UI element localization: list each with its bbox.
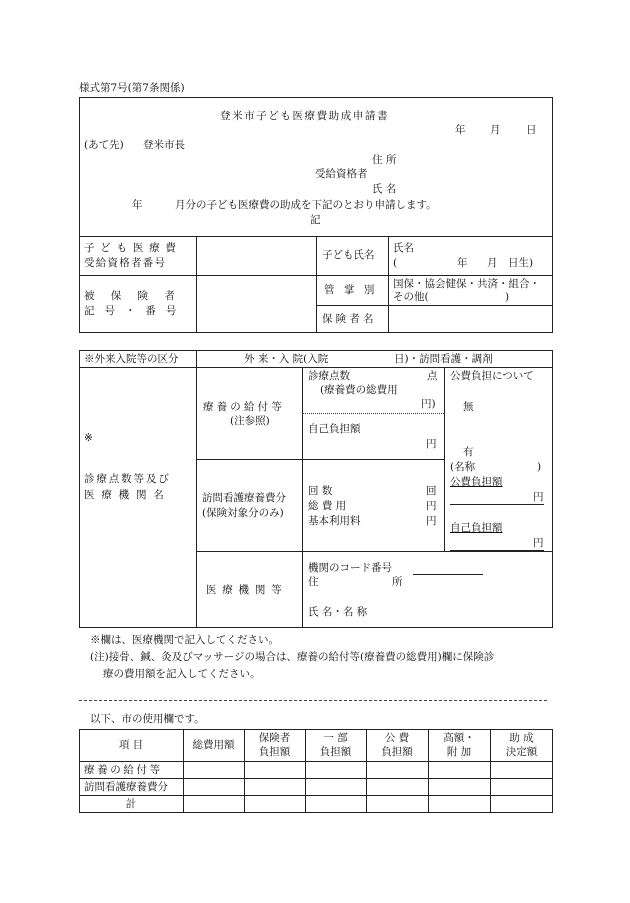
col-item: 項 目 (118, 739, 144, 751)
inst-address-label: 住 (308, 576, 319, 588)
public-name-open: (名称 (450, 461, 476, 473)
coverage-other-close: ) (505, 291, 510, 303)
visit-total-label: 総 費 用 (308, 500, 347, 512)
addressee: 登米市長 (143, 139, 185, 151)
grid-line (196, 459, 444, 460)
dotted-separator (302, 413, 444, 414)
insurer-name-label: 保険者名 (322, 313, 377, 325)
public-self-label: 自己負担額 (450, 522, 503, 534)
public-self-unit: 円 (533, 537, 544, 549)
coverage-options: 国保・協会健保・共済・組合・ (393, 278, 540, 290)
col-grant-2: 決定額 (505, 746, 538, 758)
left-label-1: 診療点数等及び (84, 473, 171, 485)
birth-month: 月 (487, 257, 498, 269)
recipient-no-label-2: 受給資格者番号 (84, 257, 167, 269)
inst-code-label: 機関のコード番号 (308, 562, 392, 574)
grid-line (316, 236, 317, 333)
addressee-prefix: (あて先) (84, 139, 124, 151)
grid-line (444, 367, 445, 551)
inst-code-line (413, 574, 483, 575)
col-public-1: 公 費 (384, 732, 410, 744)
inst-address-label2: 所 (392, 576, 403, 588)
points-label: 診療点数 (308, 370, 350, 382)
visit-count-label: 回 数 (308, 485, 333, 497)
date-month: 月 (490, 124, 501, 136)
row-total: 計 (125, 798, 137, 810)
public-none: 無 (463, 401, 474, 413)
date-year: 年 (455, 124, 466, 136)
ki-label: 記 (310, 214, 321, 226)
col-high-1: 高額・ (443, 732, 475, 744)
child-name-small: 氏名 (393, 242, 414, 254)
category-value: 外 来・入 院(入院 (244, 353, 329, 365)
grid-line (196, 236, 197, 333)
birth-open: ( (393, 257, 398, 269)
public-amount-label: 公費負担額 (450, 476, 503, 488)
visit-label-2: (保険対象分のみ) (202, 507, 284, 519)
form-title: 登米市子ども医療費助成申請書 (220, 110, 390, 122)
care-label: 療養の給付等 (203, 401, 285, 413)
public-name-close: ) (537, 461, 542, 473)
total-cost-unit: 円) (421, 398, 436, 410)
grid-line (79, 367, 553, 368)
address-label: 住 所 (372, 154, 397, 166)
basic-fee-label: 基本利用料 (308, 515, 361, 527)
left-label-2: 医療機関名 (84, 489, 171, 501)
row-care: 療養の給付等 (84, 764, 163, 776)
col-insurer-1: 保険者 (258, 732, 291, 744)
insured-label-2: 記号・番号 (84, 305, 187, 317)
coverage-other: その他( (393, 291, 429, 303)
grid-line (196, 551, 553, 552)
coverage-label: 管掌別 (324, 284, 384, 296)
col-partial-2: 負担額 (319, 746, 352, 758)
grid-line (196, 350, 197, 628)
category-days: 日)・訪問看護・調剤 (394, 353, 493, 365)
grid-line (316, 305, 553, 306)
name-label: 氏 名 (372, 183, 397, 195)
birth-day: 日生) (508, 257, 534, 269)
visit-label-1: 訪問看護療養費分 (202, 492, 286, 504)
grid-line (79, 778, 553, 779)
col-partial-1: 一 部 (323, 732, 348, 744)
public-yes: 有 (463, 446, 474, 458)
grid-line (79, 761, 553, 762)
cut-line (79, 700, 547, 701)
care-note: (注参照) (230, 415, 270, 427)
col-total: 総費用額 (192, 739, 235, 751)
recipient-no-label-1: 子ども医療費 (84, 242, 182, 254)
public-self-line (450, 550, 544, 551)
form-number: 様式第7号(第7条関係) (79, 82, 185, 94)
grid-line (79, 795, 553, 796)
visit-count-unit: 回 (426, 485, 437, 497)
note-2a: (注)接骨、鍼、灸及びマッサージの場合は、療養の給付等(療養費の総費用)欄に保険診 (90, 651, 495, 663)
visit-total-unit: 円 (426, 500, 437, 512)
self-pay-unit: 円 (426, 438, 437, 450)
col-grant-1: 助 成 (509, 732, 534, 744)
note-2b: 療の費用額を記入してください。 (103, 668, 261, 680)
col-high-2: 附 加 (446, 746, 472, 758)
child-name-label: 子ども氏名 (322, 249, 375, 261)
mark-label: ※ (84, 432, 93, 444)
points-unit: 点 (427, 370, 438, 382)
city-use-intro: 以下、市の使用欄です。 (90, 713, 205, 725)
note-1: ※欄は、医療機関で記入してください。 (90, 634, 279, 646)
public-amount-unit: 円 (533, 491, 544, 503)
public-label: 公費負担について (450, 370, 534, 382)
category-label: ※外来入院等の区分 (84, 353, 179, 365)
basic-fee-unit: 円 (426, 515, 437, 527)
public-amount-line (450, 504, 544, 505)
institution-label: 医療機関等 (206, 584, 288, 596)
total-cost-label: (療養費の総費用 (320, 384, 398, 396)
grid-line (388, 236, 389, 333)
birth-year: 年 (457, 257, 468, 269)
col-public-2: 負担額 (381, 746, 413, 758)
request-text: 月分の子ども医療費の助成を下記のとおり申請します。 (175, 199, 437, 211)
self-pay-label: 自己負担額 (308, 423, 361, 435)
inst-name-label: 氏 名・名 称 (308, 606, 368, 618)
row-visit: 訪問看護療養費分 (84, 781, 168, 793)
request-year: 年 (132, 199, 143, 211)
date-day: 日 (526, 124, 537, 136)
grid-line (302, 367, 303, 628)
applicant-label: 受給資格者 (315, 168, 368, 180)
col-insurer-2: 負担額 (258, 746, 291, 758)
insured-label-1: 被保険者 (84, 290, 192, 302)
